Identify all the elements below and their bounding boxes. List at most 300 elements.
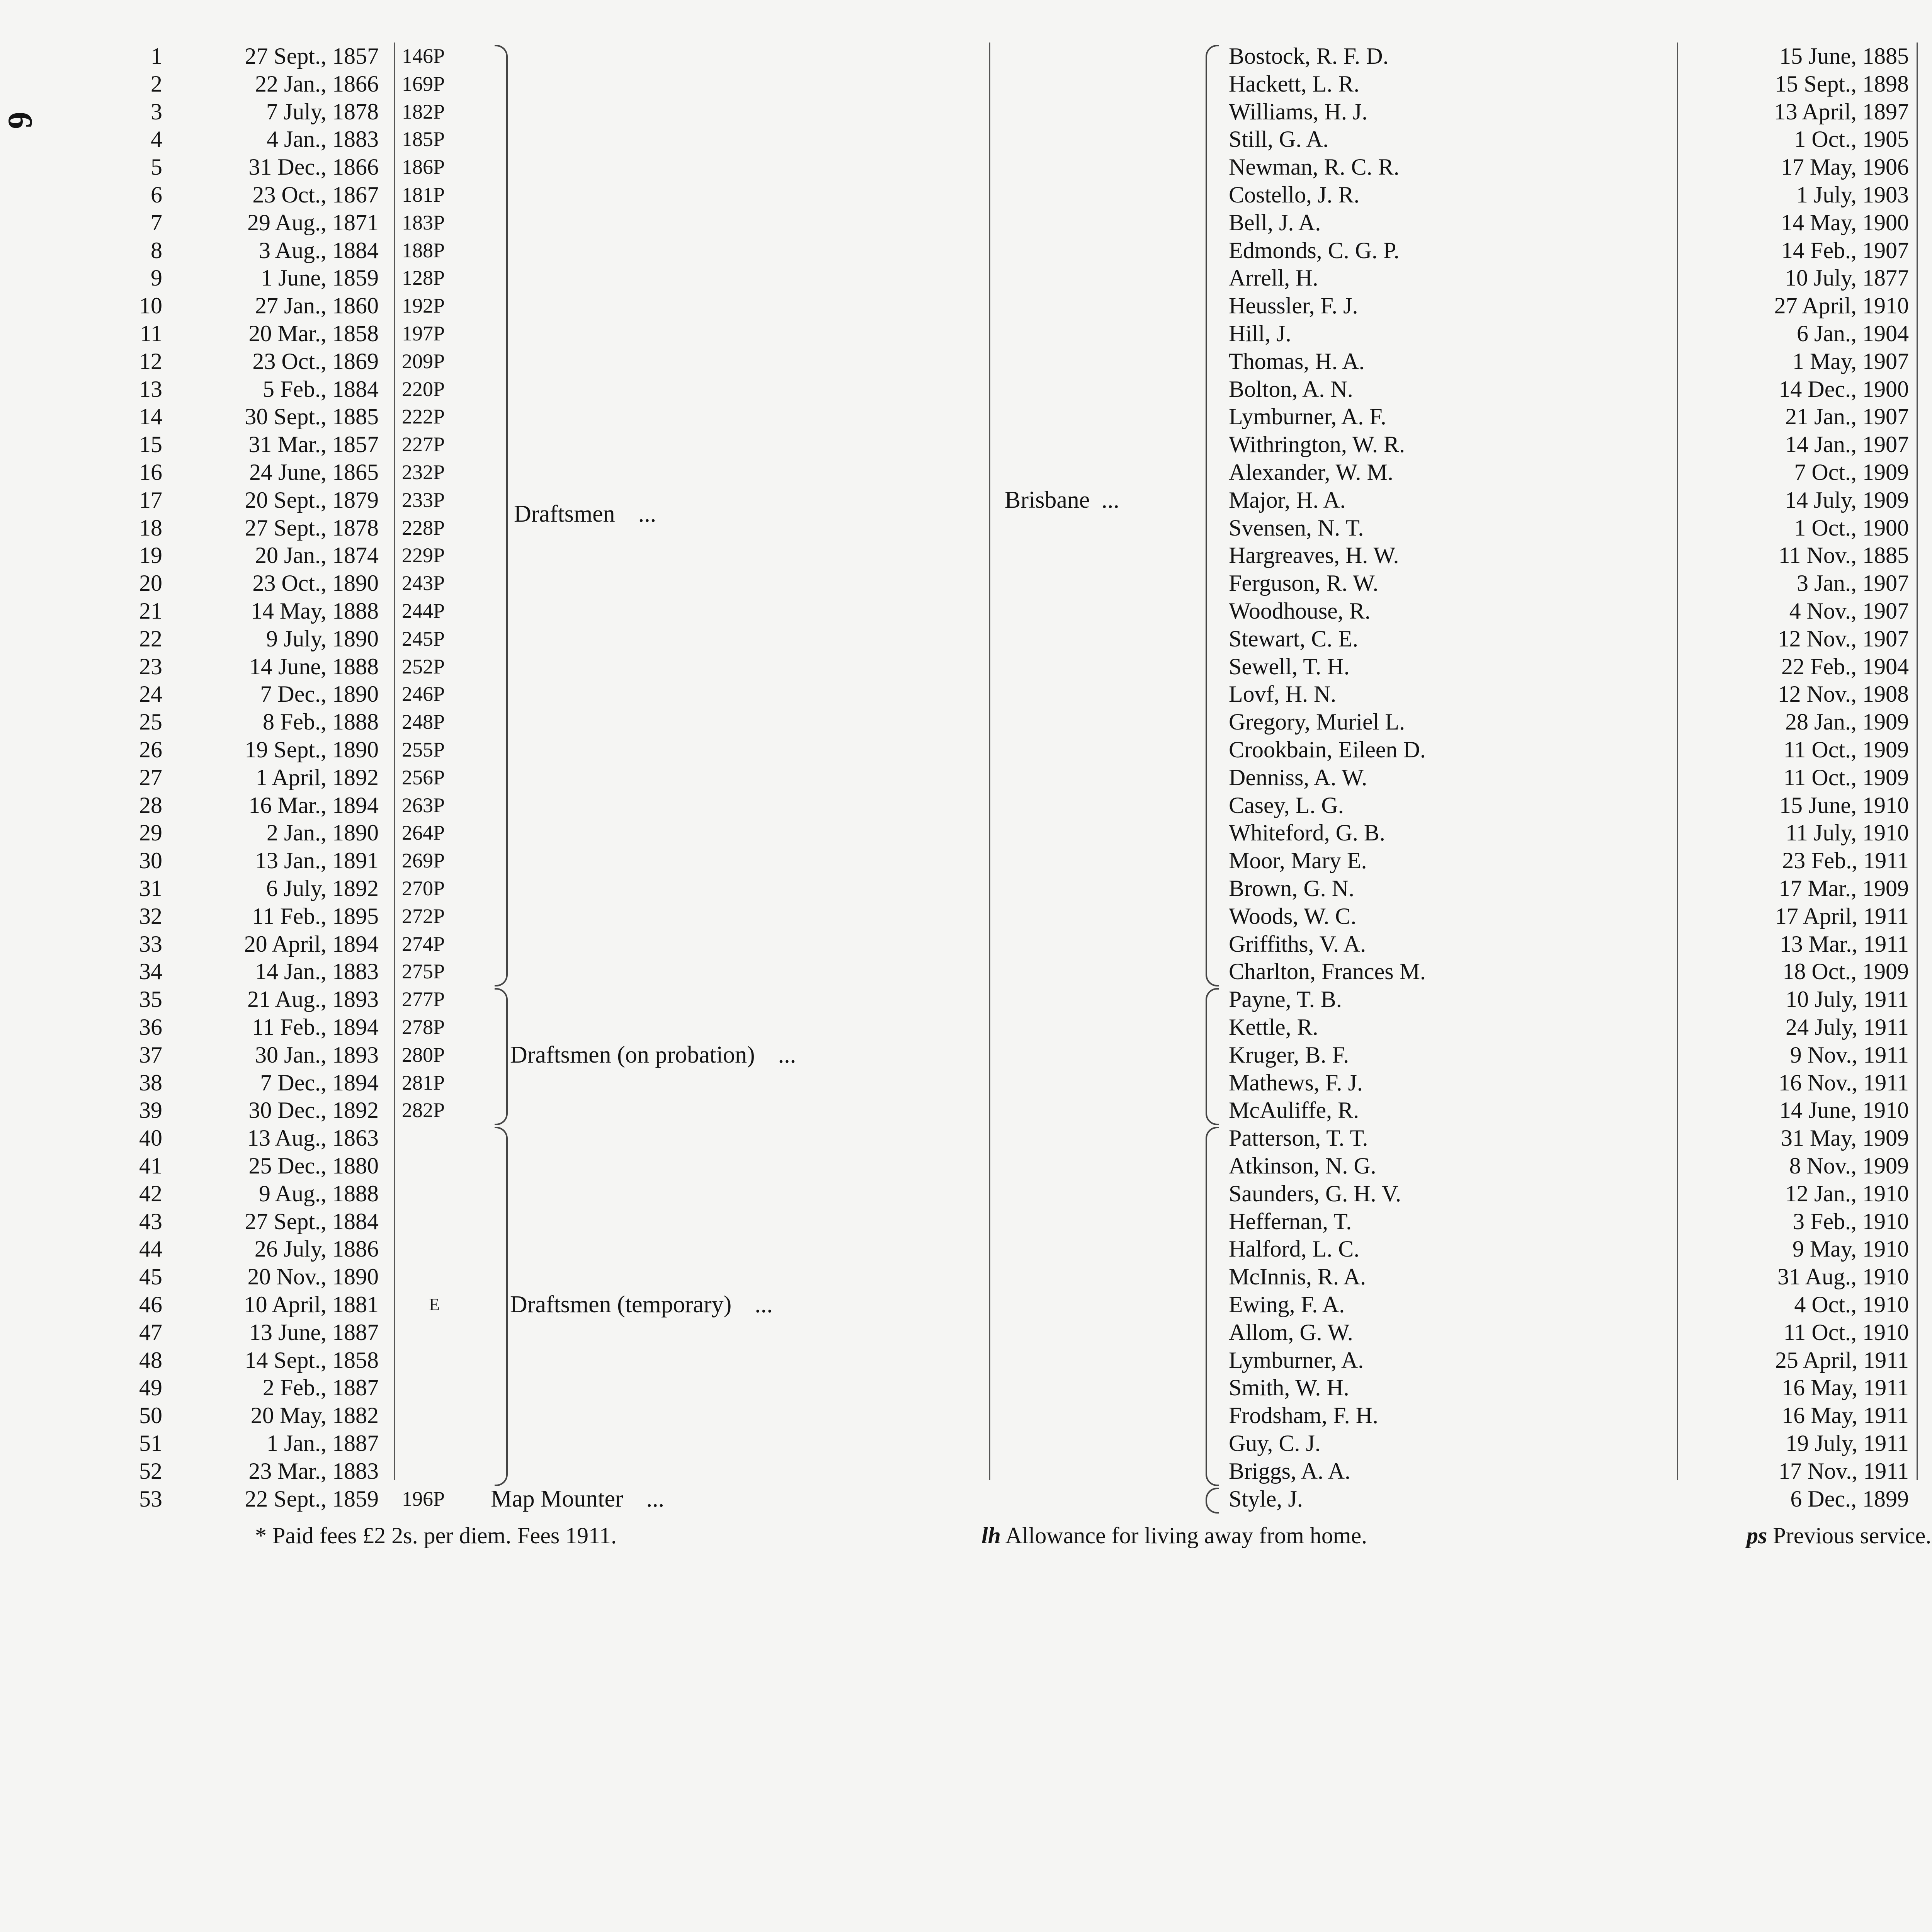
table-row [0,1180,1932,1208]
first-appointment-date: 4 Oct., 1910 [1794,1292,1909,1317]
row-number: 13 [139,376,162,402]
footnote-fees: * Paid fees £2 2s. per diem. Fees 1911. [255,1523,617,1548]
register-number: 269P [402,849,445,872]
date-of-birth: 4 Jan., 1883 [267,126,379,152]
register-number: 270P [402,877,445,900]
first-appointment-date: 14 Dec., 1900 [1779,376,1909,402]
table-row [0,764,1932,792]
table-row [0,348,1932,376]
officer-name: Stewart, C. E. [1229,626,1358,651]
present-appointment-date [1917,486,1932,514]
register-number: 169P [402,72,445,95]
present-appointment-date [1917,708,1932,736]
row-number: 22 [139,626,162,651]
first-appointment-date: 23 Feb., 1911 [1782,848,1909,874]
present-appointment-date [1917,764,1932,792]
table-row [0,98,1932,126]
first-appointment-date: 1 July, 1903 [1796,182,1909,207]
first-appointment-date: 9 May, 1910 [1792,1236,1909,1262]
table-row [0,1319,1932,1347]
row-number: 9 [151,265,162,291]
officer-name: Style, J. [1229,1486,1303,1512]
officer-name: Alexander, W. M. [1229,459,1393,485]
row-number: 10 [139,293,162,319]
date-of-birth: 27 Sept., 1878 [245,515,379,541]
date-of-birth: 1 June, 1859 [261,265,379,291]
first-appointment-date: 12 Nov., 1907 [1777,626,1909,651]
row-number: 27 [139,764,162,790]
officer-name: Ewing, F. A. [1229,1292,1345,1317]
date-of-birth: 14 Jan., 1883 [255,959,379,985]
register-number: 146P [402,44,445,68]
row-number: 34 [139,959,162,985]
officer-name: Smith, W. H. [1229,1375,1349,1401]
name-brace [1206,45,1219,986]
footnote-living-allowance: lh Allowance for living away from home. [981,1523,1367,1548]
present-appointment-date [1917,1208,1932,1236]
first-appointment-date: 4 Nov., 1907 [1789,598,1909,624]
present-appointment-date [1917,1180,1932,1208]
first-appointment-date: 17 Nov., 1911 [1778,1458,1909,1484]
table-row [0,1041,1932,1069]
officer-name: Edmonds, C. G. P. [1229,237,1400,263]
officer-name: Costello, J. R. [1229,182,1360,207]
register-marker: E [429,1294,440,1314]
register-number: 233P [402,488,445,512]
present-appointment-date [1917,98,1932,126]
table-row [0,986,1932,1014]
officer-name: Atkinson, N. G. [1229,1153,1376,1179]
table-row [0,1291,1932,1319]
row-number: 5 [151,154,162,180]
row-number: 28 [139,792,162,818]
row-number: 48 [139,1347,162,1373]
table-row [0,1235,1932,1263]
first-appointment-date: 13 Mar., 1911 [1779,931,1909,957]
table-row [0,930,1932,958]
officer-name: Denniss, A. W. [1229,764,1367,790]
table-row [0,1458,1932,1485]
name-brace [1206,1127,1219,1486]
officer-name: Crookbain, Eileen D. [1229,737,1426,762]
present-appointment-date [1917,348,1932,376]
row-number: 2 [151,71,162,97]
officer-name: Withrington, W. R. [1229,432,1405,457]
row-number: 3 [151,99,162,124]
date-of-birth: 14 May, 1888 [250,598,379,624]
date-of-birth: 7 Dec., 1894 [260,1070,379,1095]
present-appointment-date [1917,625,1932,653]
date-of-birth: 23 Oct., 1869 [252,348,379,374]
present-appointment-date [1917,875,1932,903]
date-of-birth: 20 Sept., 1879 [245,487,379,513]
register-number: 220P [402,377,445,401]
officer-name: Lymburner, A. F. [1229,404,1386,430]
table-row [0,1124,1932,1152]
table-row [0,292,1932,320]
first-appointment-date: 6 Jan., 1904 [1797,321,1909,346]
register-number: 228P [402,516,445,539]
table-row [0,708,1932,736]
officer-name: Arrell, H. [1229,265,1318,291]
present-appointment-date [1917,958,1932,986]
officer-name: Heffernan, T. [1229,1208,1352,1234]
present-appointment-date [1917,542,1932,570]
date-of-birth: 24 June, 1865 [249,459,379,485]
first-appointment-date: 12 Jan., 1910 [1785,1180,1909,1206]
row-number: 19 [139,543,162,568]
first-appointment-date: 1 Oct., 1900 [1794,515,1909,541]
present-appointment-date [1917,1235,1932,1263]
officer-name: Mathews, F. J. [1229,1070,1363,1095]
date-of-birth: 11 Feb., 1894 [252,1014,379,1040]
first-appointment-date: 14 June, 1910 [1779,1097,1909,1123]
officer-name: Thomas, H. A. [1229,348,1365,374]
date-of-birth: 20 April, 1894 [244,931,379,957]
row-number: 29 [139,820,162,846]
register-number: 252P [402,655,445,678]
first-appointment-date: 6 Dec., 1899 [1790,1486,1909,1512]
date-of-birth: 22 Jan., 1866 [255,71,379,97]
first-appointment-date: 22 Feb., 1904 [1781,653,1909,679]
date-of-birth: 23 Oct., 1890 [252,570,379,596]
officer-name: Moor, Mary E. [1229,848,1367,874]
row-number: 38 [139,1070,162,1095]
row-number: 44 [139,1236,162,1262]
table-row [0,264,1932,292]
row-number: 25 [139,709,162,735]
table-row [0,126,1932,153]
officer-name: McInnis, R. A. [1229,1264,1366,1290]
officer-name: Saunders, G. H. V. [1229,1180,1401,1206]
present-appointment-date [1917,181,1932,209]
first-appointment-date: 1 Oct., 1905 [1794,126,1909,152]
first-appointment-date: 15 Sept., 1898 [1775,71,1909,97]
row-number: 50 [139,1403,162,1429]
first-appointment-date: 27 April, 1910 [1774,293,1909,319]
table-row [0,209,1932,237]
table-row [0,320,1932,348]
present-appointment-date [1917,431,1932,459]
first-appointment-date: 18 Oct., 1909 [1782,959,1909,985]
first-appointment-date: 12 Nov., 1908 [1777,681,1909,707]
date-of-birth: 13 Aug., 1863 [247,1125,379,1151]
officer-name: Still, G. A. [1229,126,1329,152]
group-label: Map Mounter ... [491,1485,665,1512]
first-appointment-date: 28 Jan., 1909 [1785,709,1909,735]
register-number: 181P [402,183,445,206]
officer-name: Woodhouse, R. [1229,598,1371,624]
name-brace [1206,988,1219,1125]
register-number: 245P [402,627,445,650]
table-row [0,486,1932,514]
table-row [0,1263,1932,1291]
table-row [0,181,1932,209]
present-appointment-date [1917,153,1932,181]
date-of-birth: 13 Jan., 1891 [255,848,379,874]
officer-name: Griffiths, V. A. [1229,931,1366,957]
present-appointment-date [1917,1152,1932,1180]
first-appointment-date: 11 Oct., 1909 [1783,764,1909,790]
row-number: 15 [139,432,162,457]
register-number: 246P [402,682,445,706]
row-number: 12 [139,348,162,374]
officer-name: Kruger, B. F. [1229,1042,1349,1068]
present-appointment-date [1917,403,1932,431]
date-of-birth: 30 Sept., 1885 [245,404,379,430]
first-appointment-date: 10 July, 1877 [1784,265,1909,291]
table-row [0,1402,1932,1430]
officer-name: Frodsham, F. H. [1229,1403,1378,1429]
date-of-birth: 23 Mar., 1883 [248,1458,379,1484]
officer-name: Newman, R. C. R. [1229,154,1400,180]
row-number: 4 [151,126,162,152]
table-row [0,542,1932,570]
first-appointment-date: 7 Oct., 1909 [1794,459,1909,485]
table-row [0,847,1932,875]
row-number: 14 [139,404,162,430]
row-number: 36 [139,1014,162,1040]
table-row [0,597,1932,625]
row-number: 18 [139,515,162,541]
present-appointment-date [1917,1124,1932,1152]
date-of-birth: 7 July, 1878 [266,99,379,124]
register-number: 256P [402,765,445,789]
date-of-birth: 10 April, 1881 [244,1292,379,1317]
table-row [0,1374,1932,1402]
register-number: 275P [402,960,445,983]
first-appointment-date: 8 Nov., 1909 [1789,1153,1909,1179]
date-of-birth: 21 Aug., 1893 [247,986,379,1012]
present-appointment-date [1917,376,1932,403]
officer-name: Whiteford, G. B. [1229,820,1385,846]
first-appointment-date: 10 July, 1911 [1786,986,1909,1012]
register-number: 280P [402,1043,445,1066]
date-of-birth: 27 Jan., 1860 [255,293,379,319]
register-number: 274P [402,932,445,956]
officer-name: Williams, H. J. [1229,99,1368,124]
first-appointment-date: 17 May, 1906 [1781,154,1909,180]
officer-name: McAuliffe, R. [1229,1097,1359,1123]
first-appointment-date: 17 Mar., 1909 [1779,876,1909,901]
present-appointment-date [1917,43,1932,70]
column-rule [989,43,990,1480]
row-number: 26 [139,737,162,762]
present-appointment-date [1917,126,1932,153]
register-number: 281P [402,1071,445,1094]
row-number: 43 [139,1208,162,1234]
column-rule [1677,43,1678,1480]
page-number: 6 [1,112,39,129]
row-number: 42 [139,1180,162,1206]
present-appointment-date [1917,847,1932,875]
register-number: 183P [402,211,445,234]
table-row [0,1014,1932,1041]
first-appointment-date: 15 June, 1885 [1779,43,1909,69]
row-number: 32 [139,903,162,929]
first-appointment-date: 16 Nov., 1911 [1778,1070,1909,1095]
date-of-birth: 1 April, 1892 [255,764,379,790]
register-number: 255P [402,738,445,761]
register-number: 128P [402,266,445,290]
date-of-birth: 2 Feb., 1887 [263,1375,379,1401]
present-appointment-date [1917,680,1932,708]
register-number: 197P [402,322,445,345]
present-appointment-date [1917,986,1932,1014]
first-appointment-date: 11 July, 1910 [1786,820,1909,846]
date-of-birth: 11 Feb., 1895 [252,903,379,929]
officer-name: Bell, J. A. [1229,209,1321,235]
present-appointment-date [1917,653,1932,681]
date-of-birth: 20 Jan., 1874 [255,543,379,568]
table-row [0,958,1932,986]
table-row [0,1347,1932,1374]
register-number: 282P [402,1099,445,1122]
group-label: Draftsmen ... [514,500,656,527]
row-number: 16 [139,459,162,485]
row-number: 53 [139,1486,162,1512]
group-brace [495,45,508,986]
register-number: 229P [402,544,445,567]
register-number: 188P [402,238,445,262]
column-rule [394,43,395,1480]
first-appointment-date: 21 Jan., 1907 [1785,404,1909,430]
row-number: 30 [139,848,162,874]
date-of-birth: 20 Mar., 1858 [248,321,379,346]
first-appointment-date: 24 July, 1911 [1786,1014,1909,1040]
first-appointment-date: 16 May, 1911 [1782,1375,1909,1401]
row-number: 11 [140,321,162,346]
first-appointment-date: 3 Jan., 1907 [1797,570,1909,596]
row-number: 51 [139,1430,162,1456]
present-appointment-date [1917,1458,1932,1485]
date-of-birth: 6 July, 1892 [266,876,379,901]
date-of-birth: 14 Sept., 1858 [245,1347,379,1373]
table-row [0,1485,1932,1513]
group-brace [495,1127,508,1486]
date-of-birth: 20 Nov., 1890 [247,1264,379,1290]
row-number: 23 [139,653,162,679]
table-row [0,1208,1932,1236]
present-appointment-date [1917,459,1932,486]
row-number: 35 [139,986,162,1012]
officer-name: Briggs, A. A. [1229,1458,1351,1484]
location-label: Brisbane ... [1005,486,1119,513]
group-label: Draftsmen (on probation) ... [510,1041,796,1068]
date-of-birth: 30 Jan., 1893 [255,1042,379,1068]
table-row [0,736,1932,764]
first-appointment-date: 31 Aug., 1910 [1777,1264,1909,1290]
row-number: 41 [139,1153,162,1179]
row-number: 31 [139,876,162,901]
officer-name: Hill, J. [1229,321,1291,346]
present-appointment-date [1917,292,1932,320]
register-number: 244P [402,599,445,622]
table-row [0,237,1932,265]
present-appointment-date [1917,209,1932,237]
register-number: 186P [402,155,445,179]
table-row [0,514,1932,542]
table-row [0,376,1932,403]
table-row [0,819,1932,847]
present-appointment-date [1917,903,1932,930]
row-number: 39 [139,1097,162,1123]
row-number: 45 [139,1264,162,1290]
row-number: 20 [139,570,162,596]
table-row [0,792,1932,820]
table-row [0,570,1932,597]
first-appointment-date: 11 Oct., 1910 [1783,1319,1909,1345]
register-number: 192P [402,294,445,318]
register-number: 196P [402,1487,445,1510]
register-number: 185P [402,128,445,151]
row-number: 17 [139,487,162,513]
present-appointment-date [1917,597,1932,625]
table-row [0,1069,1932,1097]
table-row [0,459,1932,486]
officer-name: Patterson, T. T. [1229,1125,1368,1151]
register-number: 209P [402,349,445,373]
officer-name: Major, H. A. [1229,487,1346,513]
present-appointment-date [1917,1069,1932,1097]
officer-name: Lovf, H. N. [1229,681,1337,707]
table-row [0,903,1932,930]
first-appointment-date: 14 Jan., 1907 [1785,432,1909,457]
first-appointment-date: 11 Nov., 1885 [1778,543,1909,568]
officer-name: Bostock, R. F. D. [1229,43,1389,69]
present-appointment-date [1917,1347,1932,1374]
table-row [0,431,1932,459]
date-of-birth: 22 Sept., 1859 [245,1486,379,1512]
first-appointment-date: 15 June, 1910 [1779,792,1909,818]
officer-name: Gregory, Muriel L. [1229,709,1405,735]
present-appointment-date [1917,320,1932,348]
officer-name: Lymburner, A. [1229,1347,1364,1373]
register-number: 232P [402,461,445,484]
present-appointment-date [1917,1291,1932,1319]
officer-name: Halford, L. C. [1229,1236,1360,1262]
date-of-birth: 23 Oct., 1867 [252,182,379,207]
table-row [0,43,1932,70]
date-of-birth: 7 Dec., 1890 [260,681,379,707]
present-appointment-date [1917,70,1932,98]
date-of-birth: 20 May, 1882 [250,1403,379,1429]
date-of-birth: 8 Feb., 1888 [263,709,379,735]
date-of-birth: 2 Jan., 1890 [267,820,379,846]
table-row [0,403,1932,431]
present-appointment-date [1917,819,1932,847]
date-of-birth: 27 Sept., 1857 [245,43,379,69]
date-of-birth: 26 July, 1886 [254,1236,379,1262]
officer-name: Casey, L. G. [1229,792,1344,818]
table-row [0,625,1932,653]
date-of-birth: 19 Sept., 1890 [245,737,379,762]
first-appointment-date: 9 Nov., 1911 [1790,1042,1909,1068]
date-of-birth: 13 June, 1887 [249,1319,379,1345]
present-appointment-date [1917,514,1932,542]
row-number: 52 [139,1458,162,1484]
table-row [0,153,1932,181]
date-of-birth: 30 Dec., 1892 [248,1097,379,1123]
table-row [0,1152,1932,1180]
date-of-birth: 5 Feb., 1884 [263,376,379,402]
table-row [0,1430,1932,1458]
row-number: 8 [151,237,162,263]
first-appointment-date: 11 Oct., 1909 [1783,737,1909,762]
group-label: Draftsmen (temporary) ... [510,1291,773,1318]
register-number: 182P [402,100,445,123]
present-appointment-date [1917,1319,1932,1347]
